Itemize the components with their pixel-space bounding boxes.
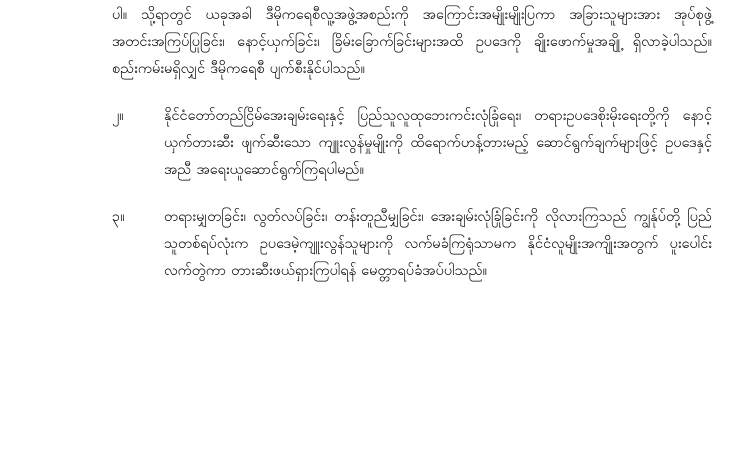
paragraph-number-2: ၂။ bbox=[112, 108, 124, 124]
numbered-paragraph-3 bbox=[112, 204, 712, 285]
paragraph-text-2: နိုင်ငံတော်တည်ငြိမ်အေးချမ်းရေးနှင့် ပြည်သူလူထုဘေးကင်းလုံခြုံရေး၊ တရားဥပဒေစိုးမိုးရေးတို့ကို နောင့်ယှက်တားဆီး ဖျက်ဆီးသော ကျူးလွန်မှုမျိုးကို ထိရောက်ဟန့်တားမည့် ဆောင်ရွက်ချက်များဖြင့် ဥပဒေနှင့်အညီ အရေးယူဆောင်ရွက်ကြရပါမည်။ bbox=[164, 108, 712, 178]
paragraph-text-3: တရားမျှတခြင်း၊ လွတ်လပ်ခြင်း၊ တန်းတူညီမျှခြင်း၊ အေးချမ်းလုံခြုံခြင်းကို လိုလားကြသည် ကျွန်ုပ်တို့ ပြည်သူတစ်ရပ်လုံးက ဥပဒေမဲ့ကျူးလွန်သူများကို လက်မခံကြရုံသာမက နိုင်ငံလူမျိုးအကျိုးအတွက် ပူးပေါင်းလက်တွဲကာ တားဆီးဖယ်ရှားကြပါရန် မေတ္တာရပ်ခံအပ်ပါသည်။ bbox=[164, 209, 712, 279]
document-body bbox=[112, 0, 712, 285]
paragraph-number-3: ၃။ bbox=[112, 209, 125, 225]
numbered-paragraph-2 bbox=[112, 103, 712, 184]
paragraph-continuation: ပါ။ သို့ရာတွင် ယခုအခါ ဒီမိုကရေစီလူ့အဖွဲ့အစည်းကို အကြောင်းအမျိုးမျိုးပြကာ အခြားသူများအား အုပ်စုဖွဲ့ အတင်းအကြပ်ပြုခြင်း၊ နောင့်ယှက်ခြင်း၊ ခြိမ်းခြောက်ခြင်းများအထိ ဥပဒေကို ချိုးဖောက်မှုအချို့ ရှိလာခဲ့ပါသည်။ စည်းကမ်းမရှိလျှင် ဒီမိုကရေစီ ပျက်စီးနိုင်ပါသည်။ bbox=[112, 7, 712, 77]
